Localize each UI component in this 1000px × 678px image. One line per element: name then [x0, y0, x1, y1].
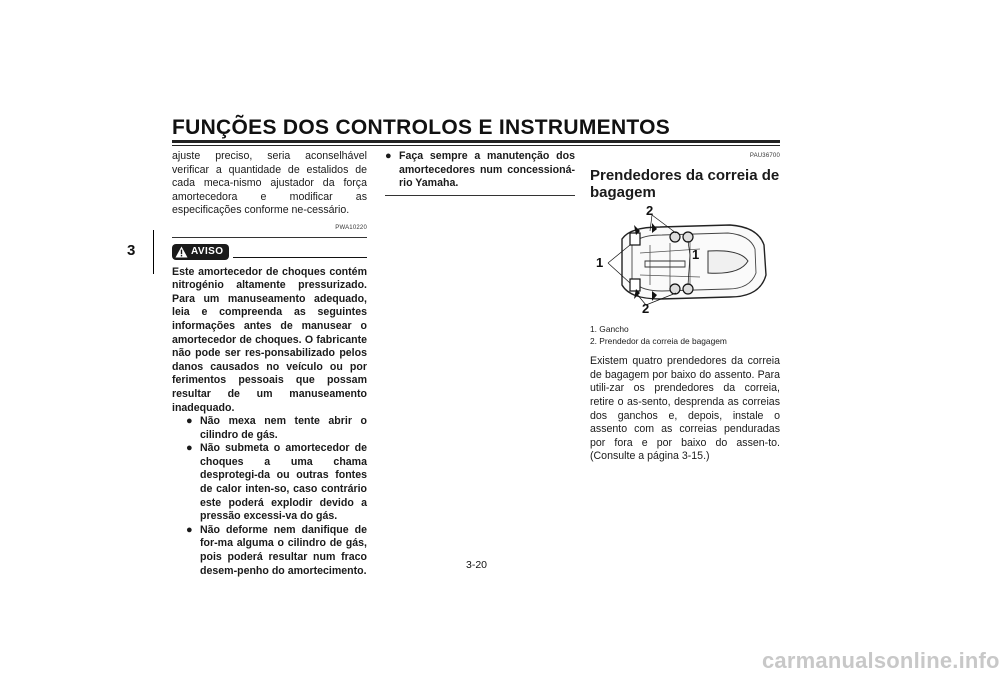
- warning-header-rule: [233, 257, 367, 258]
- section-code: PAU36700: [749, 153, 780, 159]
- figure-captions: [590, 323, 780, 347]
- section-tab: 3: [127, 242, 136, 259]
- warning-bullet: [186, 442, 367, 524]
- column-3: [590, 150, 780, 464]
- bullet-dot-icon: ●: [186, 442, 193, 455]
- warning-bullet-list: [186, 415, 367, 578]
- warning-bullet: [186, 415, 367, 442]
- warning-end-rule: [385, 195, 575, 196]
- page-title: FUNÇÕES DOS CONTROLOS E INSTRUMENTOS: [172, 116, 671, 139]
- column-2: [385, 150, 575, 196]
- figure-label-hook: 1: [692, 246, 700, 262]
- warning-bullet-text: Não mexa nem tente abrir o cilindro de gás.: [200, 415, 367, 441]
- warning-badge: [172, 244, 229, 260]
- page-number: 3-20: [466, 559, 488, 571]
- warning-code: PWA10220: [335, 224, 367, 231]
- bullet-dot-icon: ●: [385, 150, 392, 162]
- body-paragraph: Existem quatro prendedores da correia de bagagem por baixo do assento. Para utili-zar os prendedores da correia, retire o as-sento, desprenda as correias dos ganchos e, depois, instale o assento com as correias penduradas por fora e por baixo do assen-to. (Consulte a página 3-15.): [590, 355, 780, 463]
- watermark: carmanualsonline.info: [762, 648, 1000, 673]
- column-1: [172, 150, 367, 578]
- section-tab-rule: [153, 230, 154, 274]
- warning-bullet-text: Não deforme nem danifique de for-ma alguma o cilindro de gás, pois poderá resultar num fraco desem-penho do amortecimento.: [200, 523, 367, 577]
- intro-paragraph: ajuste preciso, seria aconselhável verificar a quantidade de estalidos de cada meca-nismo ajustador da força amortecedora e modificar as especificações conforme ne-cessário.: [172, 150, 367, 217]
- figure-label-strap: 2: [642, 300, 650, 316]
- warning-bullet-list-continued: [385, 150, 575, 191]
- warning-bullet: [385, 150, 575, 191]
- warning-text: Este amortecedor de choques contém nitrogénio altamente pressurizado. Para um manuseamento adequado, leia e compreenda as seguintes informações antes de manusear o amortecedor de choques. O fabricante não pode ser res-ponsabilizado pelos danos causados no veículo ou por ferimentos pessoais que possam resultar de um manuseamento inadequado.: [172, 265, 367, 414]
- warning-label: AVISO: [191, 245, 224, 257]
- figure-label-hook: 1: [596, 254, 604, 270]
- bullet-dot-icon: ●: [186, 415, 193, 428]
- warning-bullet: [186, 524, 367, 578]
- figure-label-strap: 2: [646, 202, 654, 218]
- caption-item: 2. Prendedor da correia de bagagem: [590, 336, 727, 347]
- warning-bullet-text: Não submeta o amortecedor de choques a uma chama desprotegi-da ou outras fontes de calor inten-so, caso contrário este poderá explodir devido a pressão excessi-va do gás.: [200, 442, 367, 523]
- warning-triangle-icon: [175, 246, 188, 258]
- caption-item: 1. Gancho: [590, 324, 629, 335]
- header-rule-thin: [172, 145, 780, 146]
- warning-header: [172, 244, 367, 260]
- warning-top-rule: [172, 237, 367, 238]
- warning-bullet-text: Faça sempre a manutenção dos amortecedores num concessioná-rio Yamaha.: [399, 150, 575, 190]
- header-rule: [172, 140, 780, 143]
- seat-underside-figure: [590, 202, 780, 316]
- bullet-dot-icon: ●: [186, 523, 193, 536]
- section-heading: Prendedores da correia de bagagem: [590, 166, 780, 201]
